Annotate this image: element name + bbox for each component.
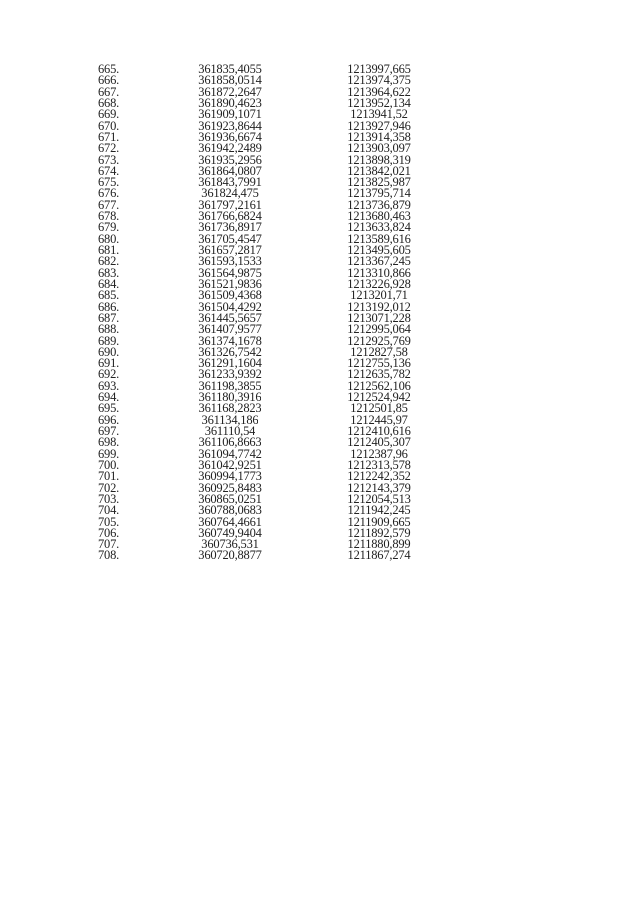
y-coordinate: 1211942,245 bbox=[347, 503, 411, 518]
x-coordinate: 361521,9836 bbox=[198, 278, 262, 291]
y-coordinate: 1213071,228 bbox=[347, 310, 411, 325]
column-gap bbox=[270, 505, 334, 516]
x-coordinate: 361509,4368 bbox=[198, 290, 262, 302]
x-coordinate-cell bbox=[190, 336, 270, 347]
column-gap bbox=[270, 403, 334, 414]
x-coordinate: 360788,0683 bbox=[198, 505, 262, 517]
x-coordinate-cell bbox=[190, 87, 270, 98]
y-coordinate: 1213898,319 bbox=[347, 152, 411, 167]
column-gap bbox=[270, 121, 334, 132]
x-coordinate: 360865,0251 bbox=[198, 493, 262, 506]
column-gap bbox=[270, 211, 334, 222]
y-coordinate: 1211867,274 bbox=[347, 548, 411, 563]
point-number: 672. bbox=[98, 141, 120, 156]
y-coordinate: 1213201,71 bbox=[350, 288, 408, 303]
x-coordinate: 361110,54 bbox=[204, 426, 256, 438]
x-coordinate-cell bbox=[190, 460, 270, 471]
column-gap bbox=[270, 528, 334, 539]
y-coordinate: 1212501,85 bbox=[350, 401, 408, 416]
y-coordinate: 1213589,616 bbox=[347, 231, 411, 246]
y-coordinate: 1211880,899 bbox=[347, 537, 411, 552]
point-number: 692. bbox=[98, 367, 120, 382]
coordinate-table-body bbox=[98, 64, 424, 562]
column-gap bbox=[270, 426, 334, 437]
x-coordinate: 360720,8877 bbox=[198, 550, 262, 562]
x-coordinate-cell bbox=[190, 528, 270, 539]
y-coordinate: 1213680,463 bbox=[347, 209, 411, 224]
point-number: 699. bbox=[98, 446, 120, 461]
x-coordinate-cell bbox=[190, 324, 270, 335]
x-coordinate: 360764,4661 bbox=[198, 516, 262, 528]
column-gap bbox=[270, 279, 334, 290]
x-coordinate: 361407,9577 bbox=[198, 324, 262, 336]
x-coordinate-cell bbox=[190, 268, 270, 279]
x-coordinate: 361198,3855 bbox=[198, 380, 262, 393]
y-coordinate: 1212827,58 bbox=[350, 344, 408, 359]
x-coordinate: 361824,475 bbox=[201, 188, 259, 200]
x-coordinate: 361291,1604 bbox=[198, 358, 262, 370]
column-gap bbox=[270, 143, 334, 154]
y-coordinate: 1212410,616 bbox=[347, 424, 411, 438]
point-number: 679. bbox=[98, 220, 120, 235]
x-coordinate: 361326,7542 bbox=[198, 346, 262, 359]
column-gap bbox=[270, 75, 334, 86]
point-number: 691. bbox=[98, 356, 120, 371]
y-coordinate: 1211892,579 bbox=[347, 525, 411, 540]
column-gap bbox=[270, 550, 334, 561]
y-coordinate: 1213310,866 bbox=[347, 265, 411, 280]
x-coordinate: 361942,2489 bbox=[198, 143, 262, 155]
column-gap bbox=[270, 437, 334, 448]
point-number: 681. bbox=[98, 243, 120, 257]
x-coordinate-cell bbox=[190, 369, 270, 380]
point-number: 671. bbox=[98, 129, 120, 144]
x-coordinate: 361042,9251 bbox=[198, 459, 262, 472]
y-coordinate: 1213825,987 bbox=[347, 175, 411, 190]
y-coordinate: 1213192,012 bbox=[347, 299, 411, 314]
x-coordinate-cell bbox=[190, 222, 270, 233]
column-gap bbox=[270, 415, 334, 426]
y-coordinate: 1212755,136 bbox=[347, 356, 411, 371]
x-coordinate: 361106,8663 bbox=[198, 437, 262, 449]
x-coordinate: 361168,2823 bbox=[198, 403, 262, 415]
x-coordinate-cell bbox=[190, 75, 270, 86]
column-gap bbox=[270, 517, 334, 528]
column-gap bbox=[270, 256, 334, 267]
column-gap bbox=[270, 234, 334, 245]
x-coordinate: 361233,9392 bbox=[198, 369, 262, 381]
column-gap bbox=[270, 188, 334, 199]
y-coordinate: 1213927,946 bbox=[347, 118, 411, 133]
x-coordinate: 361909,1071 bbox=[198, 109, 262, 121]
x-coordinate-cell bbox=[190, 550, 270, 561]
y-coordinate: 1213495,605 bbox=[347, 243, 411, 257]
x-coordinate-cell bbox=[190, 132, 270, 143]
column-gap bbox=[270, 87, 334, 98]
point-number: 696. bbox=[98, 412, 120, 427]
point-number: 674. bbox=[98, 163, 120, 178]
x-coordinate: 360994,1773 bbox=[198, 471, 262, 483]
x-coordinate-cell bbox=[190, 188, 270, 199]
x-coordinate-cell bbox=[190, 437, 270, 448]
x-coordinate-cell bbox=[190, 505, 270, 516]
column-gap bbox=[270, 313, 334, 324]
y-coordinate: 1213903,097 bbox=[347, 141, 411, 156]
point-number: 676. bbox=[98, 186, 120, 201]
column-gap bbox=[270, 200, 334, 211]
x-coordinate-cell bbox=[190, 313, 270, 324]
column-gap bbox=[270, 471, 334, 482]
point-number: 682. bbox=[98, 254, 120, 269]
point-number: 703. bbox=[98, 491, 120, 506]
x-coordinate: 361797,2161 bbox=[198, 199, 262, 212]
x-coordinate: 361593,1533 bbox=[198, 256, 262, 268]
x-coordinate: 361935,2956 bbox=[198, 154, 262, 166]
y-coordinate: 1212445,97 bbox=[350, 412, 408, 427]
point-number: 689. bbox=[98, 333, 120, 348]
x-coordinate-cell bbox=[190, 143, 270, 154]
column-gap bbox=[270, 290, 334, 301]
y-coordinate: 1213997,665 bbox=[347, 62, 411, 76]
x-coordinate-cell bbox=[190, 471, 270, 482]
column-gap bbox=[270, 539, 334, 550]
x-coordinate-cell bbox=[190, 200, 270, 211]
point-number: 680. bbox=[98, 231, 120, 246]
column-gap bbox=[270, 392, 334, 403]
x-coordinate: 361504,4292 bbox=[198, 301, 262, 313]
point-number: 684. bbox=[98, 276, 120, 291]
point-number: 708. bbox=[98, 548, 120, 563]
column-gap bbox=[270, 109, 334, 120]
column-gap bbox=[270, 336, 334, 347]
x-coordinate-cell bbox=[190, 426, 270, 437]
x-coordinate-cell bbox=[190, 234, 270, 245]
x-coordinate-cell bbox=[190, 256, 270, 267]
point-number: 697. bbox=[98, 424, 120, 438]
x-coordinate-cell bbox=[190, 64, 270, 75]
y-coordinate: 1213226,928 bbox=[347, 276, 411, 291]
column-gap bbox=[270, 483, 334, 494]
y-coordinate: 1212054,513 bbox=[347, 491, 411, 506]
x-coordinate-cell bbox=[190, 381, 270, 392]
column-gap bbox=[270, 369, 334, 380]
y-coordinate: 1212387,96 bbox=[350, 446, 408, 461]
x-coordinate-cell bbox=[190, 539, 270, 550]
x-coordinate-cell bbox=[190, 155, 270, 166]
x-coordinate: 361736,8917 bbox=[198, 222, 262, 234]
x-coordinate: 361564,9875 bbox=[198, 267, 262, 279]
column-gap bbox=[270, 324, 334, 335]
x-coordinate-cell bbox=[190, 449, 270, 460]
column-gap bbox=[270, 381, 334, 392]
x-coordinate-cell bbox=[190, 166, 270, 177]
point-number: 706. bbox=[98, 525, 120, 540]
x-coordinate: 361180,3916 bbox=[198, 392, 262, 404]
x-coordinate-cell bbox=[190, 517, 270, 528]
y-coordinate: 1212635,782 bbox=[347, 367, 411, 382]
point-number: 673. bbox=[98, 152, 120, 167]
column-gap bbox=[270, 132, 334, 143]
point-number: 685. bbox=[98, 288, 120, 303]
x-coordinate: 361936,6674 bbox=[198, 131, 262, 144]
point-number: 700. bbox=[98, 457, 120, 472]
x-coordinate: 360736,531 bbox=[201, 539, 259, 551]
point-number: 693. bbox=[98, 378, 120, 393]
point-number: 678. bbox=[98, 209, 120, 224]
x-coordinate-cell bbox=[190, 483, 270, 494]
y-coordinate: 1212925,769 bbox=[347, 333, 411, 348]
x-coordinate: 360749,9404 bbox=[198, 527, 262, 540]
column-gap bbox=[270, 347, 334, 358]
y-coordinate: 1213736,879 bbox=[347, 197, 411, 212]
point-number: 688. bbox=[98, 322, 120, 337]
point-number: 707. bbox=[98, 537, 120, 552]
x-coordinate: 361890,4623 bbox=[198, 97, 262, 110]
point-number: 701. bbox=[98, 469, 120, 484]
point-number: 694. bbox=[98, 390, 120, 405]
y-coordinate: 1211909,665 bbox=[347, 514, 411, 529]
y-coordinate: 1213974,375 bbox=[347, 73, 411, 88]
y-coordinate: 1213941,52 bbox=[350, 107, 408, 122]
column-gap bbox=[270, 245, 334, 256]
y-coordinate: 1212313,578 bbox=[347, 457, 411, 472]
x-coordinate: 361864,0807 bbox=[198, 165, 262, 178]
x-coordinate-cell bbox=[190, 177, 270, 188]
point-number: 668. bbox=[98, 95, 120, 110]
x-coordinate-cell bbox=[190, 290, 270, 301]
column-gap bbox=[270, 302, 334, 313]
point-number: 675. bbox=[98, 175, 120, 190]
x-coordinate-cell bbox=[190, 279, 270, 290]
x-coordinate: 361835,4055 bbox=[198, 64, 262, 76]
y-coordinate: 1213964,622 bbox=[347, 84, 411, 99]
y-coordinate: 1212242,352 bbox=[347, 469, 411, 484]
point-number: 695. bbox=[98, 401, 120, 416]
x-coordinate: 361705,4547 bbox=[198, 233, 262, 245]
column-gap bbox=[270, 177, 334, 188]
x-coordinate: 361858,0514 bbox=[198, 75, 262, 87]
x-coordinate: 361923,8644 bbox=[198, 120, 262, 132]
x-coordinate-cell bbox=[190, 392, 270, 403]
x-coordinate-cell bbox=[190, 245, 270, 256]
point-number: 677. bbox=[98, 197, 120, 212]
y-coordinate: 1213952,134 bbox=[347, 95, 411, 110]
column-gap bbox=[270, 64, 334, 75]
column-gap bbox=[270, 358, 334, 369]
x-coordinate: 361445,5657 bbox=[198, 312, 262, 325]
column-gap bbox=[270, 449, 334, 460]
point-number: 690. bbox=[98, 344, 120, 359]
x-coordinate-cell bbox=[190, 98, 270, 109]
point-number: 702. bbox=[98, 480, 120, 495]
y-coordinate: 1213633,824 bbox=[347, 220, 411, 235]
x-coordinate-cell bbox=[190, 109, 270, 120]
column-gap bbox=[270, 166, 334, 177]
x-coordinate-cell bbox=[190, 302, 270, 313]
x-coordinate-cell bbox=[190, 403, 270, 414]
y-coordinate: 1212524,942 bbox=[347, 390, 411, 405]
point-number: 705. bbox=[98, 514, 120, 529]
x-coordinate-cell bbox=[190, 211, 270, 222]
x-coordinate: 361766,6824 bbox=[198, 211, 262, 223]
x-coordinate-cell bbox=[190, 358, 270, 369]
y-coordinate: 1212562,106 bbox=[347, 378, 411, 393]
y-coordinate: 1212995,064 bbox=[347, 322, 411, 337]
column-gap bbox=[270, 494, 334, 505]
x-coordinate-cell bbox=[190, 347, 270, 358]
point-number: 687. bbox=[98, 310, 120, 325]
point-number: 670. bbox=[98, 118, 120, 133]
y-coordinate: 1212405,307 bbox=[347, 435, 411, 450]
coordinate-table bbox=[98, 64, 424, 562]
y-coordinate: 1213914,358 bbox=[347, 129, 411, 144]
column-gap bbox=[270, 460, 334, 471]
point-number: 704. bbox=[98, 503, 120, 518]
x-coordinate: 361374,1678 bbox=[198, 335, 262, 347]
y-coordinate: 1213842,021 bbox=[347, 163, 411, 178]
point-number: 667. bbox=[98, 84, 120, 99]
column-gap bbox=[270, 268, 334, 279]
y-coordinate: 1213367,245 bbox=[347, 254, 411, 269]
x-coordinate: 361134,186 bbox=[201, 414, 259, 426]
x-coordinate: 361094,7742 bbox=[198, 448, 262, 460]
y-coordinate: 1212143,379 bbox=[347, 480, 411, 495]
y-coordinate: 1213795,714 bbox=[347, 186, 411, 201]
table-row bbox=[98, 550, 424, 561]
point-number: 686. bbox=[98, 299, 120, 314]
column-gap bbox=[270, 222, 334, 233]
x-coordinate: 361872,2647 bbox=[198, 86, 262, 98]
point-number: 665. bbox=[98, 62, 120, 76]
x-coordinate-cell bbox=[190, 494, 270, 505]
point-number: 698. bbox=[98, 435, 120, 450]
x-coordinate: 361843,7991 bbox=[198, 177, 262, 189]
column-gap bbox=[270, 155, 334, 166]
point-number: 683. bbox=[98, 265, 120, 280]
x-coordinate-cell bbox=[190, 121, 270, 132]
x-coordinate-cell bbox=[190, 415, 270, 426]
x-coordinate: 360925,8483 bbox=[198, 482, 262, 494]
point-number: 666. bbox=[98, 73, 120, 88]
column-gap bbox=[270, 98, 334, 109]
x-coordinate: 361657,2817 bbox=[198, 245, 262, 257]
point-number: 669. bbox=[98, 107, 120, 122]
